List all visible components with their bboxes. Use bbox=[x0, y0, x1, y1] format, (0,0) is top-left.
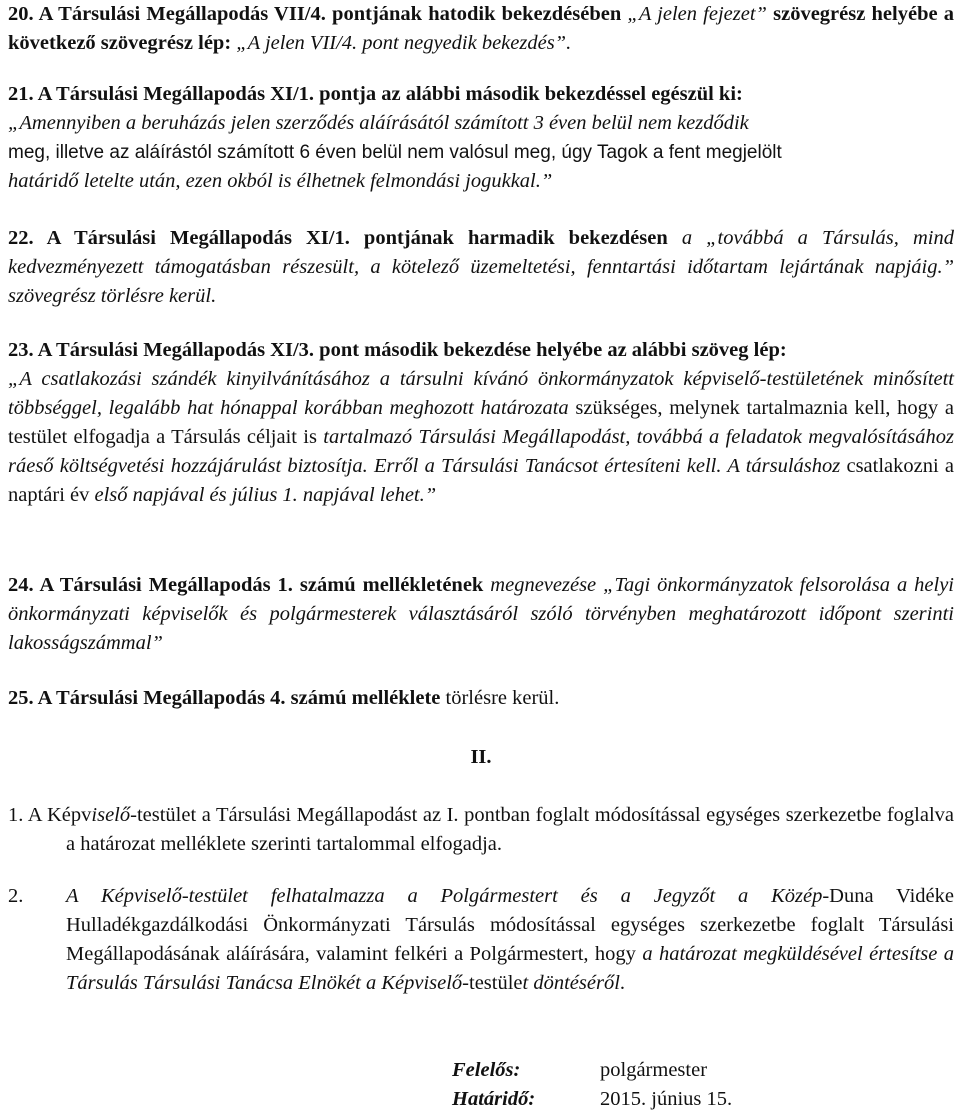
item-ii-1-num: 1. A Képv bbox=[8, 804, 92, 826]
item-ii-1 bbox=[8, 801, 954, 859]
paragraph-20-lead: 20. A Társulási Megállapodás VII/4. pontjának hatodik bekezdésében bbox=[8, 3, 628, 25]
item-ii-2-italic-2: a határozat megküldésével értesítse a Társulás Társulási Tanácsa Elnökét a Képviselő- bbox=[66, 943, 955, 994]
paragraph-24 bbox=[8, 571, 954, 658]
paragraph-22-quote: a „továbbá a Társulás, mind kedvezményezett támogatásban részesült, a kötelező üzemeltetési, fenntartási időtartam lejártának napjáig.” bbox=[8, 227, 954, 278]
paragraph-23-normal-2: csatlakozni a naptári év bbox=[8, 455, 954, 506]
item-ii-2-italic-1: A Képviselő-testület felhatalmazza a Polgármestert és a Jegyzőt a Közép bbox=[66, 885, 823, 907]
responsible-value: polgármester bbox=[600, 1059, 708, 1081]
paragraph-23 bbox=[8, 336, 954, 510]
item-ii-1-italic: iselő bbox=[91, 804, 131, 826]
paragraph-20-mid: szövegrész helyébe a következő szövegrész lép: bbox=[8, 3, 954, 54]
paragraph-21 bbox=[8, 80, 782, 196]
item-ii-1-rest: -testület a Társulási Megállapodást az I. pontban foglalt módosítással egységes szerkezetbe foglalva a határozat melléklete szerinti tartalommal elfogadja. bbox=[66, 804, 954, 855]
deadline-row bbox=[452, 1088, 732, 1111]
paragraph-24-lead-b: Társulási Megállapodás 1. számú mellékletének bbox=[59, 574, 484, 596]
item-ii-2-num: 2. bbox=[8, 885, 24, 907]
paragraph-25-lead: 25. A Társulási Megállapodás 4. számú melléklete bbox=[8, 687, 441, 709]
paragraph-21-quote-b: meg, illetve az aláírástól számított 6 éven belül nem valósul meg, úgy Tagok a fent megjelölt bbox=[8, 142, 782, 163]
section-heading-ii: II. bbox=[470, 746, 492, 768]
paragraph-23-quote-2: tartalmazó Társulási Megállapodást, továbbá a feladatok megvalósításához ráeső költségvetési hozzájárulást biztosítja. Erről a Társulási Tanácsot értesíteni kell. A társuláshoz bbox=[8, 426, 954, 477]
paragraph-23-normal-1: szükséges, melynek tartalmaznia kell, hogy a testület elfogadja a Társulás céljait is bbox=[8, 397, 954, 448]
paragraph-23-quote-1: „A csatlakozási szándék kinyilvánításához a társulni kívánó önkormányzatok képviselő-testületének minősített többséggel, legalább hat hónappal korábban meghozott határozata bbox=[8, 368, 954, 419]
item-ii-2-normal-1: -Duna Vidéke Hulladékgazdálkodási Önkormányzati Társulás módosítással egységes szerkezetbe foglalt Társulási Megállapodásának aláírására, valamint felkéri a Polgármestert, hogy bbox=[66, 885, 954, 965]
paragraph-22 bbox=[8, 224, 954, 311]
paragraph-21-quote-c: határidő letelte után, ezen okból is élhetnek felmondási jogukkal.” bbox=[8, 170, 553, 192]
paragraph-25-tail: törlésre kerül. bbox=[440, 687, 560, 709]
responsible-row bbox=[452, 1059, 707, 1082]
paragraph-20-quote2: „A jelen VII/4. pont negyedik bekezdés”. bbox=[236, 32, 572, 54]
paragraph-20-quote: „A jelen fejezet” bbox=[627, 3, 767, 25]
deadline-value: 2015. június 15. bbox=[600, 1088, 733, 1110]
responsible-label: Felelős: bbox=[452, 1059, 521, 1081]
paragraph-22-lead: 22. A Társulási Megállapodás XI/1. pontjának harmadik bekezdésen bbox=[8, 227, 668, 249]
item-ii-2-italic-3: t döntéséről bbox=[522, 972, 620, 994]
paragraph-20 bbox=[8, 0, 954, 58]
paragraph-21-lead: 21. A Társulási Megállapodás XI/1. pontja az alábbi második bekezdéssel egészül ki: bbox=[8, 83, 743, 105]
item-ii-2-normal-2: testüle bbox=[469, 972, 523, 994]
item-ii-2-normal-3: . bbox=[619, 972, 626, 994]
paragraph-24-quote: megnevezése „Tagi önkormányzatok felsorolása a helyi önkormányzati képviselők és polgármesterek választásáról szóló törvényben meghatározott időpont szerinti lakosságszámmal” bbox=[8, 574, 955, 654]
paragraph-24-lead-a: 24. A bbox=[8, 574, 60, 596]
item-ii-2 bbox=[8, 882, 954, 998]
paragraph-23-lead: 23. A Társulási Megállapodás XI/3. pont második bekezdése helyébe az alábbi szöveg lép: bbox=[8, 339, 787, 361]
deadline-label: Határidő: bbox=[452, 1088, 536, 1110]
paragraph-22-tail: szövegrész törlésre kerül. bbox=[8, 285, 217, 307]
paragraph-23-quote-3: első napjával és július 1. napjával lehet.” bbox=[89, 484, 437, 506]
paragraph-25 bbox=[8, 684, 559, 713]
paragraph-21-quote-a: „Amennyiben a beruházás jelen szerződés aláírásától számított 3 éven belül nem kezdődik bbox=[8, 112, 749, 134]
